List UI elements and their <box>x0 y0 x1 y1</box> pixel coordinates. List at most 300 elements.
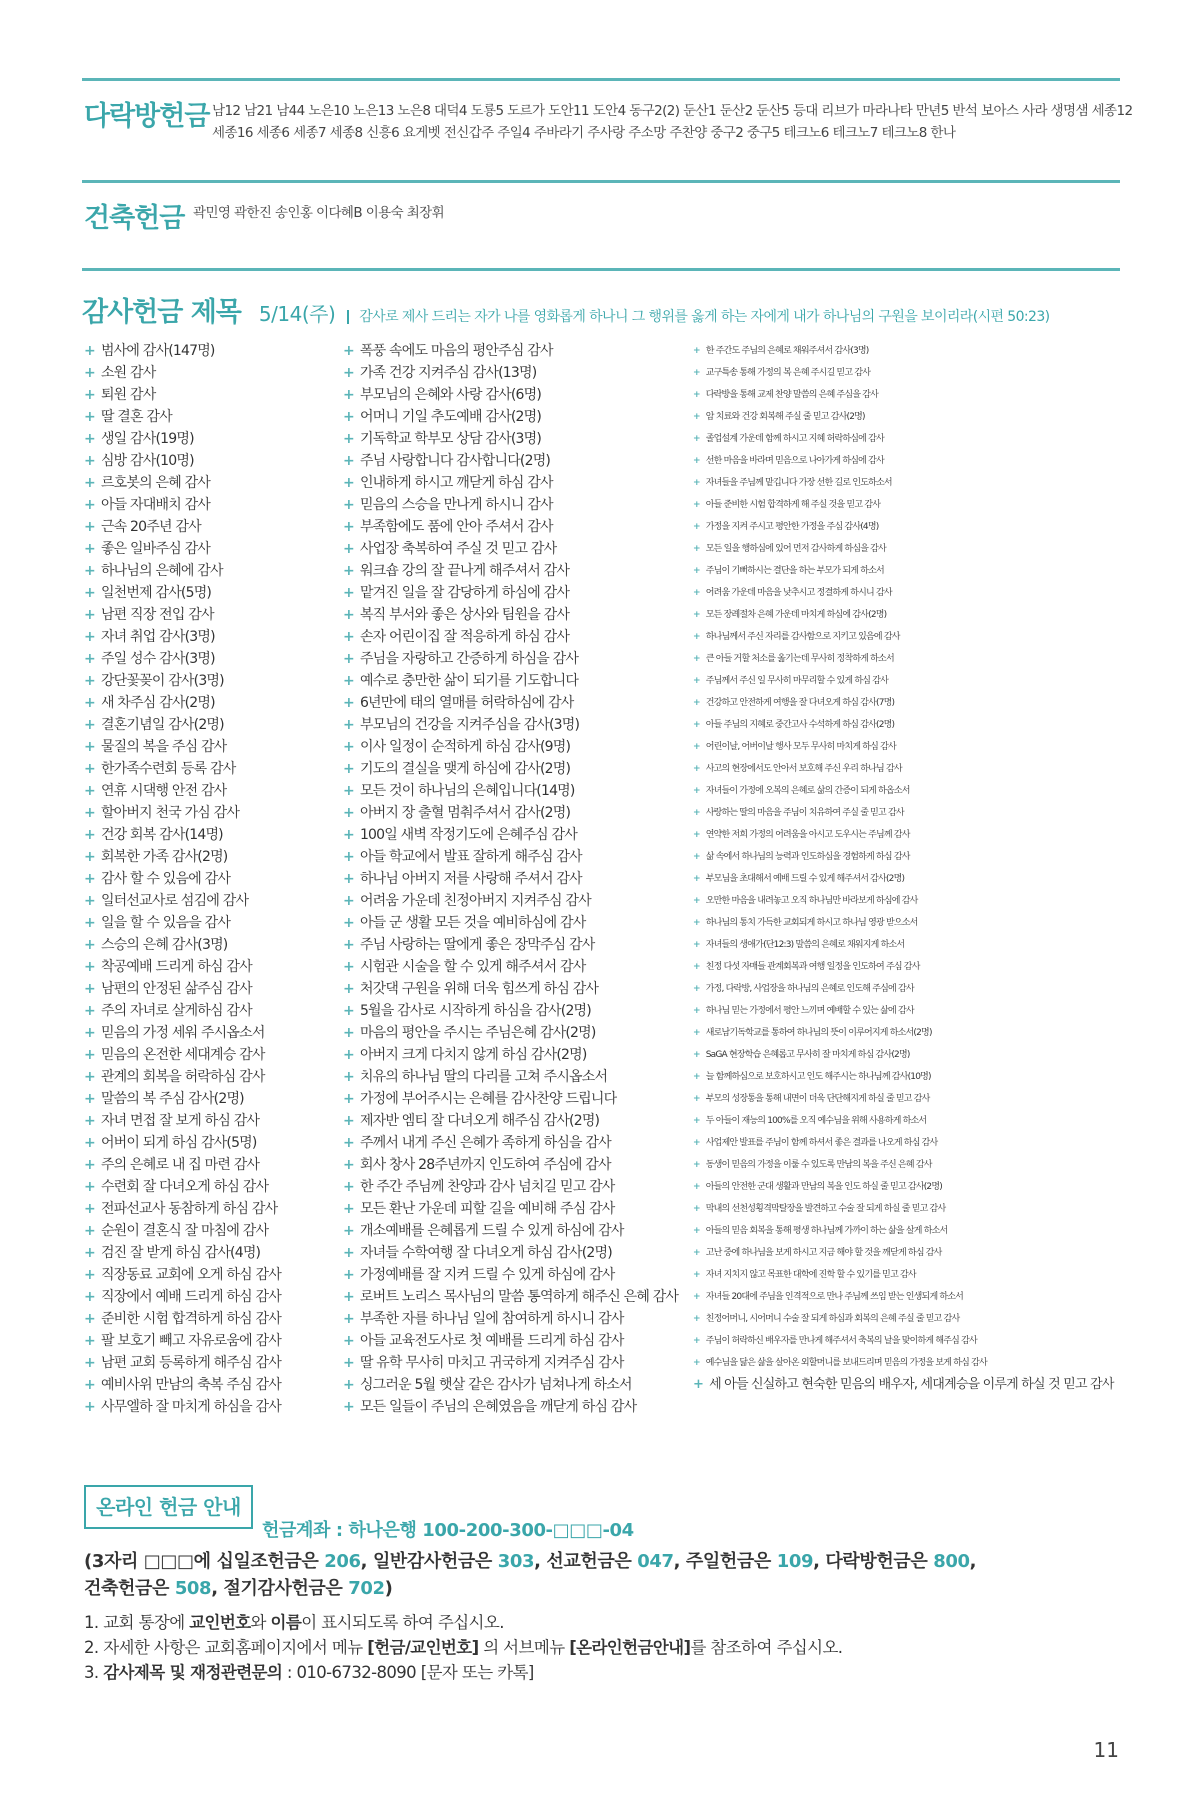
plus-icon: + <box>343 563 354 579</box>
note-text: 3. <box>84 1663 104 1682</box>
thanks-item-text: 심방 감사(10명) <box>100 453 194 469</box>
plus-icon: + <box>693 478 700 488</box>
thanks-item <box>343 1396 678 1418</box>
thanks-item-text: 사랑하는 딸의 마음을 주님이 치유하여 주실 줄 믿고 감사 <box>705 808 904 818</box>
thanks-item-text: 건강하고 안전하게 여행을 잘 다녀오게 하심 감사(7명) <box>705 698 895 708</box>
building-title: 건축헌금 <box>84 203 185 234</box>
thanks-item-text: 로버트 노리스 목사님의 말씀 통역하게 해주신 은혜 감사 <box>359 1289 679 1305</box>
thanks-item-text: 아들 교육전도사로 첫 예배를 드리게 하심 감사 <box>359 1333 624 1349</box>
thanks-item-text: 아버지 장 출혈 멈춰주셔서 감사(2명) <box>359 805 571 821</box>
thanks-item-text: 아버지 크게 다치지 않게 하심 감사(2명) <box>359 1047 587 1063</box>
thanks-item-text: 개소예배를 은혜롭게 드릴 수 있게 하심에 감사 <box>359 1223 624 1239</box>
thanks-item <box>343 406 678 428</box>
thanks-item-text: 물질의 복을 주심 감사 <box>100 739 227 755</box>
thanks-item <box>343 1308 678 1330</box>
thanks-item-text: 아들 자대배치 감사 <box>100 497 211 513</box>
plus-icon: + <box>693 346 700 356</box>
note-2 <box>84 1635 842 1660</box>
thanks-item <box>343 758 678 780</box>
codes-text: (3자리 □□□에 십일조헌금은 <box>84 1551 325 1572</box>
thanks-item <box>693 1000 1114 1022</box>
thanks-item-text: 폭풍 속에도 마음의 평안주심 감사 <box>359 343 553 359</box>
thanks-item <box>693 362 1114 384</box>
thanks-item <box>693 780 1114 802</box>
thanks-item-text: 관계의 회복을 허락하심 감사 <box>100 1069 265 1085</box>
plus-icon: + <box>343 409 354 425</box>
thanks-item <box>343 1044 678 1066</box>
thanks-item-text: 시험관 시술을 할 수 있게 해주셔서 감사 <box>359 959 586 975</box>
plus-icon: + <box>693 610 700 620</box>
thanks-item-text: 생일 감사(19명) <box>100 431 194 447</box>
thanks-item <box>693 1198 1114 1220</box>
thanks-item-text: 기독학교 학부모 상담 감사(3명) <box>359 431 542 447</box>
thanks-item <box>84 1154 281 1176</box>
plus-icon: + <box>343 1355 354 1371</box>
plus-icon: + <box>693 1358 700 1368</box>
thanks-item-text: 하나님 아버지 저를 사랑해 주셔서 감사 <box>359 871 582 887</box>
page-number: 11 <box>1093 1738 1119 1762</box>
plus-icon: + <box>84 1399 95 1415</box>
thanks-item <box>693 1132 1114 1154</box>
thanks-item <box>693 1242 1114 1264</box>
plus-icon: + <box>343 871 354 887</box>
thanks-item-text: 새로남기독학교를 통하여 하나님의 뜻이 이루어지게 하소서(2명) <box>705 1028 932 1038</box>
plus-icon: + <box>693 434 700 444</box>
thanks-item <box>84 670 281 692</box>
thanks-item <box>343 1000 678 1022</box>
thanks-item-text: 자녀들 20대에 주님을 인격적으로 만나 주님께 쓰임 받는 인생되게 하소서 <box>705 1292 964 1302</box>
thanks-item-text: 예수님을 닮은 삶을 살아온 외할머니를 보내드리며 믿음의 가정을 보게 하심 감사 <box>705 1358 987 1368</box>
plus-icon: + <box>84 365 95 381</box>
thanks-item <box>84 868 281 890</box>
divider <box>347 310 349 324</box>
thanks-item <box>84 648 281 670</box>
plus-icon: + <box>343 673 354 689</box>
building-names: 곽민영 곽한진 송인홍 이다혜B 이용숙 최장휘 <box>193 205 445 221</box>
thanks-item <box>84 604 281 626</box>
thanks-item <box>693 868 1114 890</box>
note-text: 이 표시되도록 하여 주십시오. <box>301 1613 504 1632</box>
thanks-item-text: 자녀들이 가정에 오복의 은혜로 삶의 간증이 되게 하옵소서 <box>705 786 910 796</box>
thanks-item-text: 주님 사랑하는 딸에게 좋은 장막주심 감사 <box>359 937 595 953</box>
codes-text: , 절기감사헌금은 <box>211 1578 349 1599</box>
thanks-item <box>693 956 1114 978</box>
thanks-item <box>84 1110 281 1132</box>
thanks-item <box>84 736 281 758</box>
darakbang-names-line2: 세종16 세종6 세종7 세종8 신흥6 요게벳 전신갑주 주일4 주바라기 주사랑 주소망 주찬양 중구2 중구5 테크노6 테크노7 테크노8 한나 <box>212 125 956 141</box>
thanks-item <box>693 692 1114 714</box>
thanks-item-text: 5월을 감사로 시작하게 하심을 감사(2명) <box>359 1003 591 1019</box>
thanks-item <box>693 1154 1114 1176</box>
thanks-item-text: 고난 중에 하나님을 보게 하시고 지금 해야 할 것을 깨닫게 하심 감사 <box>705 1248 942 1258</box>
thanks-item-text: 남편 교회 등록하게 해주심 감사 <box>100 1355 281 1371</box>
plus-icon: + <box>693 588 700 598</box>
thanks-item-text: 결혼기념일 감사(2명) <box>100 717 224 733</box>
plus-icon: + <box>84 1113 95 1129</box>
thanks-item-text: 회사 창사 28주년까지 인도하여 주심에 감사 <box>359 1157 611 1173</box>
plus-icon: + <box>84 629 95 645</box>
thanks-item-text: 한 주간 주님께 찬양과 감사 넘치길 믿고 감사 <box>359 1179 615 1195</box>
thanks-item <box>693 604 1114 626</box>
thanks-item <box>84 1000 281 1022</box>
thanks-item-text: 싱그러운 5월 햇살 같은 감사가 넘쳐나게 하소서 <box>359 1377 632 1393</box>
thanks-item-text: 하나님의 통치 가득한 교회되게 하시고 하나님 영광 받으소서 <box>705 918 918 928</box>
thanks-item <box>84 1374 281 1396</box>
thanks-item <box>84 1220 281 1242</box>
thanks-item <box>693 846 1114 868</box>
thanks-item <box>693 340 1114 362</box>
thanks-item-text: 자녀 지치지 않고 목표한 대학에 진학 할 수 있기를 믿고 감사 <box>705 1270 916 1280</box>
plus-icon: + <box>343 959 354 975</box>
thanks-item-text: 주의 은혜로 내 집 마련 감사 <box>100 1157 260 1173</box>
plus-icon: + <box>693 1314 700 1324</box>
thanks-item-text: 부족한 자를 하나님 일에 참여하게 하시니 감사 <box>359 1311 624 1327</box>
note-bold: [온라인헌금안내] <box>569 1638 691 1657</box>
plus-icon: + <box>343 805 354 821</box>
thanks-item-text: 아들의 믿음 회복을 통해 평생 하나님께 가까이 하는 삶을 살게 하소서 <box>705 1226 948 1236</box>
code-number: 800 <box>933 1551 970 1572</box>
plus-icon: + <box>343 343 354 359</box>
thanks-item-text: 복직 부서와 좋은 상사와 팀원을 감사 <box>359 607 570 623</box>
plus-icon: + <box>343 1179 354 1195</box>
thanks-item-text: 회복한 가족 감사(2명) <box>100 849 228 865</box>
thanks-item <box>84 472 281 494</box>
thanks-rule <box>82 268 1120 271</box>
thanks-item-text: 연약한 저희 가정의 어려움을 아시고 도우시는 주님께 감사 <box>705 830 910 840</box>
note-text: 1. 교회 통장에 <box>84 1613 190 1632</box>
thanks-item-text: 스승의 은혜 감사(3명) <box>100 937 228 953</box>
plus-icon: + <box>84 409 95 425</box>
plus-icon: + <box>343 1091 354 1107</box>
thanks-column-2 <box>343 340 678 1418</box>
codes-text: 건축헌금은 <box>84 1578 175 1599</box>
thanks-item-text: 일천번제 감사(5명) <box>100 585 212 601</box>
thanks-item <box>84 516 281 538</box>
thanks-item <box>693 714 1114 736</box>
thanks-item <box>84 494 281 516</box>
plus-icon: + <box>693 1116 700 1126</box>
plus-icon: + <box>343 1377 354 1393</box>
thanks-item-text: 어버이 되게 하심 감사(5명) <box>100 1135 257 1151</box>
thanks-item <box>693 494 1114 516</box>
thanks-item-text: 전파선교사 동참하게 하심 감사 <box>100 1201 278 1217</box>
thanks-item <box>343 604 678 626</box>
plus-icon: + <box>343 1399 354 1415</box>
thanks-item <box>84 1264 281 1286</box>
thanks-item <box>693 472 1114 494</box>
thanks-item <box>693 1044 1114 1066</box>
plus-icon: + <box>84 1157 95 1173</box>
plus-icon: + <box>343 365 354 381</box>
thanks-item <box>343 780 678 802</box>
thanks-item-text: 모든 것이 하나님의 은혜입니다(14명) <box>359 783 575 799</box>
thanks-item <box>84 692 281 714</box>
codes-text: ) <box>384 1578 393 1599</box>
thanks-item-text: 자녀들의 생애가(단12:3) 말씀의 은혜로 채워지게 하소서 <box>705 940 905 950</box>
plus-icon: + <box>84 1003 95 1019</box>
thanks-item <box>84 1066 281 1088</box>
thanks-item-text: 직장에서 예배 드리게 하심 감사 <box>100 1289 281 1305</box>
thanks-item-text: 졸업설계 가운데 함께 하시고 지혜 허락하심에 감사 <box>705 434 884 444</box>
thanks-item <box>693 450 1114 472</box>
plus-icon: + <box>693 1377 704 1392</box>
thanks-item <box>84 934 281 956</box>
thanks-item <box>343 692 678 714</box>
plus-icon: + <box>693 1094 700 1104</box>
thanks-item <box>84 450 281 472</box>
code-number: 047 <box>637 1551 674 1572</box>
thanks-item-text: 자녀들을 주님께 맡깁니다 가장 선한 길로 인도하소서 <box>705 478 892 488</box>
thanks-item <box>693 758 1114 780</box>
thanks-item-text: 착공예배 드리게 하심 감사 <box>100 959 252 975</box>
thanks-item <box>693 1374 1114 1396</box>
codes-text: , 선교헌금은 <box>534 1551 638 1572</box>
thanks-item-text: 한 주간도 주님의 은혜로 채워주셔서 감사(3명) <box>705 346 869 356</box>
plus-icon: + <box>84 519 95 535</box>
thanks-item <box>343 1066 678 1088</box>
thanks-item-text: 자녀 면접 잘 보게 하심 감사 <box>100 1113 260 1129</box>
plus-icon: + <box>343 519 354 535</box>
thanks-column-3 <box>693 340 1114 1396</box>
code-number: 508 <box>174 1578 212 1599</box>
plus-icon: + <box>343 783 354 799</box>
plus-icon: + <box>693 852 700 862</box>
plus-icon: + <box>343 849 354 865</box>
thanks-item <box>693 736 1114 758</box>
thanks-item <box>343 1154 678 1176</box>
thanks-item <box>343 582 678 604</box>
plus-icon: + <box>84 607 95 623</box>
plus-icon: + <box>693 1226 700 1236</box>
thanks-item <box>84 384 281 406</box>
thanks-item <box>84 1176 281 1198</box>
thanks-column-1 <box>84 340 281 1418</box>
plus-icon: + <box>343 1201 354 1217</box>
thanks-item <box>84 780 281 802</box>
code-number: 109 <box>776 1551 814 1572</box>
thanks-item <box>693 1264 1114 1286</box>
thanks-item-text: 세 아들 신실하고 현숙한 믿음의 배우자, 세대계승을 이루게 하실 것 믿고 감사 <box>709 1377 1114 1392</box>
thanks-item <box>343 1088 678 1110</box>
darakbang-names-line1: 남12 남21 남44 노은10 노은13 노은8 대덕4 도룡5 도르가 도안11 도안4 동구2(2) 둔산1 둔산2 둔산5 등대 리브가 마라나타 만년5 반석 보아스 사라 생명샘 세종12 <box>212 103 1133 119</box>
thanks-item <box>343 1220 678 1242</box>
plus-icon: + <box>84 453 95 469</box>
plus-icon: + <box>84 431 95 447</box>
plus-icon: + <box>693 1182 700 1192</box>
thanks-item <box>343 340 678 362</box>
thanks-item-text: 모든 환난 가운데 피할 길을 예비해 주심 감사 <box>359 1201 615 1217</box>
thanks-item-text: 늘 함께하심으로 보호하시고 인도 해주시는 하나님께 감사(10명) <box>705 1072 931 1082</box>
thanks-item-text: 어려움 가운데 마음을 낮추시고 정결하게 하시니 감사 <box>705 588 892 598</box>
plus-icon: + <box>84 981 95 997</box>
thanks-item <box>84 582 281 604</box>
offering-notes <box>84 1610 842 1685</box>
thanks-item <box>693 1066 1114 1088</box>
thanks-item-text: 어린이날, 어버이날 행사 모두 무사히 마치게 하심 감사 <box>705 742 896 752</box>
thanks-item <box>343 362 678 384</box>
plus-icon: + <box>84 871 95 887</box>
thanks-item-text: 검진 잘 받게 하심 감사(4명) <box>100 1245 261 1261</box>
plus-icon: + <box>693 1248 700 1258</box>
note-bold: [헌금/교인번호] <box>367 1638 479 1657</box>
thanks-item-text: 아들 군 생활 모든 것을 예비하심에 감사 <box>359 915 586 931</box>
thanks-item-text: 믿음의 가정 세워 주시옵소서 <box>100 1025 265 1041</box>
thanks-item-text: 직장동료 교회에 오게 하심 감사 <box>100 1267 281 1283</box>
thanks-item <box>343 846 678 868</box>
thanks-item <box>84 1242 281 1264</box>
plus-icon: + <box>84 651 95 667</box>
thanks-item-text: 막내의 선천성횡격막탈장을 발견하고 수술 잘 되게 하실 줄 믿고 감사 <box>705 1204 946 1214</box>
thanks-item <box>84 1396 281 1418</box>
thanks-item <box>343 1022 678 1044</box>
thanks-item <box>693 1110 1114 1132</box>
plus-icon: + <box>343 1113 354 1129</box>
plus-icon: + <box>693 412 700 422</box>
thanks-item-text: 근속 20주년 감사 <box>100 519 201 535</box>
thanks-item-text: 남편의 안정된 삶주심 감사 <box>100 981 252 997</box>
thanks-date: 5/14(주) <box>258 302 336 326</box>
plus-icon: + <box>84 1025 95 1041</box>
thanks-item <box>84 912 281 934</box>
thanks-item-text: 큰 아들 거할 처소를 옮기는데 무사히 정착하게 하소서 <box>705 654 894 664</box>
plus-icon: + <box>84 1201 95 1217</box>
thanks-item <box>343 1330 678 1352</box>
thanks-item-text: 수련회 잘 다녀오게 하심 감사 <box>100 1179 269 1195</box>
thanks-item-text: 사무엘하 잘 마치게 하심을 감사 <box>100 1399 281 1415</box>
thanks-item-text: 아들 학교에서 발표 잘하게 해주심 감사 <box>359 849 582 865</box>
plus-icon: + <box>84 805 95 821</box>
plus-icon: + <box>693 390 700 400</box>
thanks-item-text: SaGA 현장학습 은혜롭고 무사히 잘 마치게 하심 감사(2명) <box>705 1050 910 1060</box>
thanks-item <box>693 1088 1114 1110</box>
thanks-item-text: 두 아들이 재능의 100%를 오직 예수님을 위해 사용하게 하소서 <box>705 1116 927 1126</box>
plus-icon: + <box>84 1091 95 1107</box>
plus-icon: + <box>84 827 95 843</box>
plus-icon: + <box>343 387 354 403</box>
plus-icon: + <box>343 739 354 755</box>
thanks-item <box>343 538 678 560</box>
thanks-item-text: 처갓댁 구원을 위해 더욱 힘쓰게 하심 감사 <box>359 981 599 997</box>
thanks-item-text: 부족함에도 품에 안아 주셔서 감사 <box>359 519 553 535</box>
thanks-item-text: 사업장 축복하여 주실 것 믿고 감사 <box>359 541 557 557</box>
plus-icon: + <box>84 915 95 931</box>
building-rule <box>82 180 1120 183</box>
plus-icon: + <box>84 893 95 909</box>
thanks-item <box>693 538 1114 560</box>
thanks-item-text: 모든 장례절차 은혜 가운데 마치게 하심에 감사(2명) <box>705 610 887 620</box>
thanks-item <box>84 362 281 384</box>
thanks-item-text: 부모의 성장통을 통해 내면이 더욱 단단해지게 하실 줄 믿고 감사 <box>705 1094 930 1104</box>
thanks-item <box>693 560 1114 582</box>
thanks-item-text: 하나님의 은혜에 감사 <box>100 563 223 579</box>
thanks-item-text: 암 치료와 건강 회복해 주실 줄 믿고 감사(2명) <box>705 412 865 422</box>
thanks-item <box>84 406 281 428</box>
thanks-item <box>84 802 281 824</box>
plus-icon: + <box>693 522 700 532</box>
thanks-item-text: 다락방을 통해 교제 찬양 말씀의 은혜 주심을 감사 <box>705 390 879 400</box>
note-1 <box>84 1610 842 1635</box>
thanks-item <box>693 934 1114 956</box>
note-bold: 감사제목 및 재정관련문의 <box>103 1663 283 1682</box>
thanks-item-text: 할아버지 천국 가심 감사 <box>100 805 240 821</box>
code-number: 702 <box>348 1578 385 1599</box>
plus-icon: + <box>693 368 700 378</box>
thanks-item <box>84 824 281 846</box>
thanks-item-text: 아들 준비한 시험 합격하게 해 주실 것을 믿고 감사 <box>705 500 881 510</box>
thanks-item <box>343 978 678 1000</box>
plus-icon: + <box>343 629 354 645</box>
thanks-item-text: 부모님의 은혜와 사랑 감사(6명) <box>359 387 542 403</box>
thanks-item-text: 한가족수련회 등록 감사 <box>100 761 236 777</box>
thanks-item <box>693 1176 1114 1198</box>
plus-icon: + <box>343 1311 354 1327</box>
thanks-item <box>693 1352 1114 1374</box>
thanks-item-text: 예수로 충만한 삶이 되기를 기도합니다 <box>359 673 579 689</box>
plus-icon: + <box>343 893 354 909</box>
thanks-item-text: 워크숍 강의 잘 끝나게 해주셔서 감사 <box>359 563 570 579</box>
plus-icon: + <box>693 984 700 994</box>
plus-icon: + <box>84 761 95 777</box>
plus-icon: + <box>343 475 354 491</box>
thanks-item-text: 주님이 허락하신 배우자를 만나게 해주셔서 축복의 날을 맞이하게 해주심 감사 <box>705 1336 977 1346</box>
plus-icon: + <box>693 1028 700 1038</box>
thanks-item-text: 모든 일을 행하심에 있어 먼저 감사하게 하심을 감사 <box>705 544 886 554</box>
thanks-item-text: 딸 유학 무사히 마치고 귀국하게 지켜주심 감사 <box>359 1355 624 1371</box>
plus-icon: + <box>693 896 700 906</box>
thanks-item-text: 주일 성수 감사(3명) <box>100 651 215 667</box>
plus-icon: + <box>343 1003 354 1019</box>
plus-icon: + <box>84 717 95 733</box>
plus-icon: + <box>84 695 95 711</box>
plus-icon: + <box>693 1050 700 1060</box>
plus-icon: + <box>84 959 95 975</box>
thanks-item-text: 일터선교사로 섬김에 감사 <box>100 893 249 909</box>
thanks-item <box>693 1308 1114 1330</box>
thanks-item-text: 믿음의 온전한 세대계승 감사 <box>100 1047 265 1063</box>
thanks-item-text: 가정예배를 잘 지켜 드릴 수 있게 하심에 감사 <box>359 1267 615 1283</box>
plus-icon: + <box>693 1204 700 1214</box>
plus-icon: + <box>84 1267 95 1283</box>
thanks-item-text: 이사 일정이 순적하게 하심 감사(9명) <box>359 739 571 755</box>
thanks-item <box>84 1308 281 1330</box>
thanks-item-text: 친정 다섯 자매들 관계회복과 여행 일정을 인도하여 주심 감사 <box>705 962 920 972</box>
thanks-item-text: 가정을 지켜 주시고 평안한 가정을 주심 감사(4명) <box>705 522 879 532</box>
thanks-item <box>84 1198 281 1220</box>
thanks-item <box>84 758 281 780</box>
thanks-item-text: 딸 결혼 감사 <box>100 409 172 425</box>
thanks-item-text: 주님이 기뻐하시는 결단을 하는 부모가 되게 하소서 <box>705 566 884 576</box>
thanks-item-text: 동생이 믿음의 가정을 이룰 수 있도록 만남의 복을 주신 은혜 감사 <box>705 1160 932 1170</box>
thanks-item-text: 말씀의 복 주심 감사(2명) <box>100 1091 244 1107</box>
thanks-item <box>84 1330 281 1352</box>
thanks-item-text: 제자반 엠티 잘 다녀오게 해주심 감사(2명) <box>359 1113 600 1129</box>
thanks-item-text: 주님 사랑합니다 감사합니다(2명) <box>359 453 551 469</box>
plus-icon: + <box>343 1223 354 1239</box>
thanks-item-text: 순원이 결혼식 잘 마침에 감사 <box>100 1223 269 1239</box>
thanks-item <box>343 912 678 934</box>
thanks-item-text: 예비사위 만남의 축복 주심 감사 <box>100 1377 281 1393</box>
thanks-item <box>84 714 281 736</box>
plus-icon: + <box>343 1069 354 1085</box>
plus-icon: + <box>84 1333 95 1349</box>
top-rule <box>82 78 1120 81</box>
thanks-item-text: 100일 새벽 작정기도에 은혜주심 감사 <box>359 827 577 843</box>
thanks-item-text: 마음의 평안을 주시는 주님은혜 감사(2명) <box>359 1025 596 1041</box>
thanks-item-text: 자녀들 수학여행 잘 다녀오게 하심 감사(2명) <box>359 1245 612 1261</box>
thanks-item <box>693 406 1114 428</box>
thanks-item-text: 모든 일들이 주님의 은혜였음을 깨닫게 하심 감사 <box>359 1399 637 1415</box>
thanks-item <box>693 626 1114 648</box>
